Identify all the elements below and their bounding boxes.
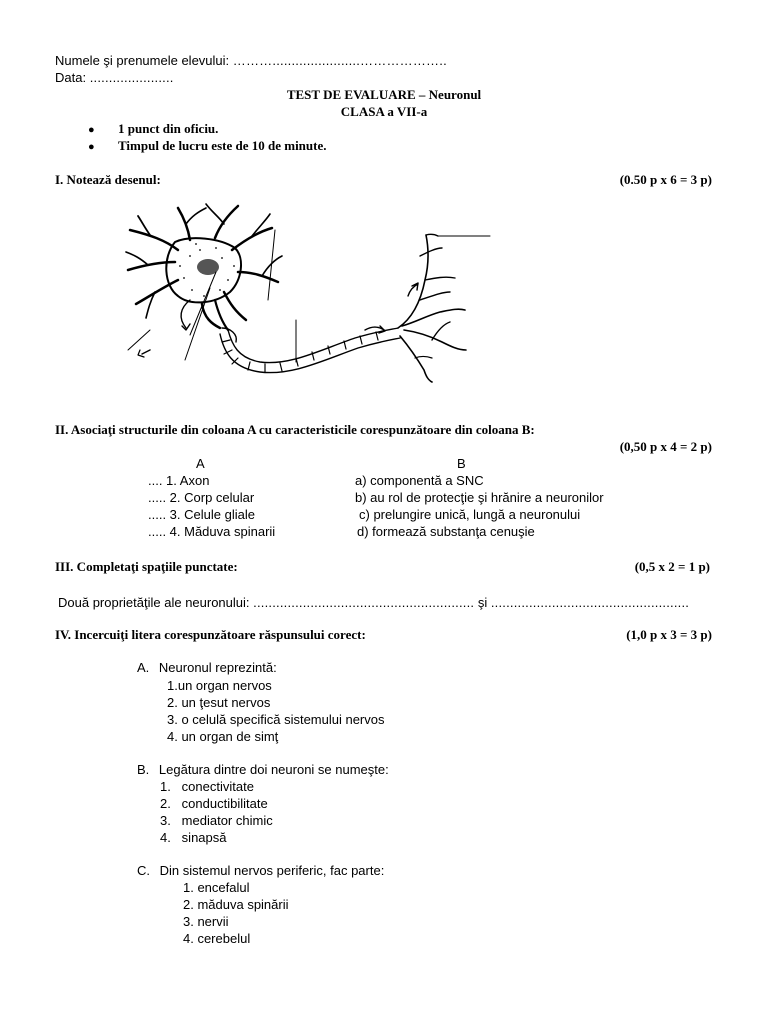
student-name-label: Numele şi prenumele elevului: — [55, 53, 230, 68]
question-letter: A. — [137, 660, 150, 675]
bullet-icon: ● — [88, 141, 95, 153]
column-b-item: c) prelungire unică, lungă a neuronului — [359, 507, 581, 522]
answer-option[interactable]: 4. cerebelul — [183, 931, 251, 946]
rule-text: 1 punct din oficiu. — [118, 121, 219, 136]
answer-option[interactable]: 3. nervii — [183, 914, 229, 929]
answer-option[interactable]: 1.un organ nervos — [167, 678, 272, 693]
section-4-title: IV. Incercuiţi litera corespunzătoare răspunsului corect: — [55, 627, 366, 642]
answer-option[interactable]: 2. măduva spinării — [183, 897, 289, 912]
date-label: Data: — [55, 70, 87, 85]
answer-option[interactable]: 2. un ţesut nervos — [167, 695, 271, 710]
properties-fill-line[interactable] — [58, 595, 689, 610]
properties-blank-1[interactable]: .......................................................... — [253, 595, 475, 610]
bullet-icon: ● — [88, 124, 95, 136]
answer-option[interactable]: 1. conectivitate — [160, 779, 254, 794]
section-1-points: (0.50 p x 6 = 3 p) — [619, 172, 712, 187]
rule-text: Timpul de lucru este de 10 de minute. — [118, 138, 327, 153]
column-a-item[interactable]: ..... 3. Celule gliale — [148, 507, 255, 522]
rule-item — [88, 138, 327, 154]
question-letter: C. — [137, 863, 150, 878]
question-text: Neuronul reprezintă: — [158, 660, 277, 675]
column-a-header: A — [196, 456, 205, 471]
column-b-header: B — [457, 456, 466, 471]
column-a-item[interactable]: ..... 4. Măduva spinarii — [148, 524, 276, 539]
answer-option[interactable]: 2. conductibilitate — [160, 796, 268, 811]
section-3-points: (0,5 x 2 = 1 p) — [634, 559, 710, 574]
section-3-title: III. Completaţi spaţiile punctate: — [55, 559, 238, 574]
answer-option[interactable]: 4. sinapsă — [160, 830, 227, 845]
page-title: TEST DE EVALUARE – Neuronul — [286, 87, 482, 102]
neuron-diagram — [120, 200, 500, 390]
answer-option[interactable]: 3. o celulă specifică sistemului nervos — [167, 712, 385, 727]
column-b-item: d) formează substanţa cenuşie — [357, 524, 535, 539]
column-b-item: a) componentă a SNC — [355, 473, 484, 488]
answer-option[interactable]: 1. encefalul — [183, 880, 250, 895]
question-text: Din sistemul nervos periferic, fac parte: — [159, 863, 385, 878]
student-name-dots: ……….......................……………….. — [232, 53, 447, 68]
properties-blank-2[interactable]: .................................................... — [490, 595, 690, 610]
section-2-points: (0,50 p x 4 = 2 p) — [619, 439, 712, 454]
answer-option[interactable]: 4. un organ de simţ — [167, 729, 279, 744]
section-1-title: I. Notează desenul: — [55, 172, 161, 187]
answer-option[interactable]: 3. mediator chimic — [160, 813, 273, 828]
properties-and: şi — [477, 595, 488, 610]
student-name-line[interactable] — [55, 53, 447, 68]
properties-prompt: Două proprietăţile ale neuronului: — [58, 595, 250, 610]
column-a-item[interactable]: .... 1. Axon — [148, 473, 210, 488]
page-subtitle: CLASA a VII-a — [340, 104, 428, 119]
date-dots: ...................... — [89, 70, 174, 85]
question-letter: B. — [137, 762, 150, 777]
question-c — [137, 863, 384, 878]
date-line[interactable] — [55, 70, 174, 85]
section-4-points: (1,0 p x 3 = 3 p) — [626, 627, 712, 642]
section-2-title: II. Asociaţi structurile din coloana A cu caracteristicile corespunzătoare din coloana B: — [55, 422, 535, 437]
question-b — [137, 762, 389, 777]
column-a-item[interactable]: ..... 2. Corp celular — [148, 490, 255, 505]
question-a — [137, 660, 277, 675]
column-b-item: b) au rol de protecţie şi hrănire a neuronilor — [355, 490, 604, 505]
rule-item — [88, 121, 218, 137]
question-text: Legătura dintre doi neuroni se numeşte: — [158, 762, 389, 777]
